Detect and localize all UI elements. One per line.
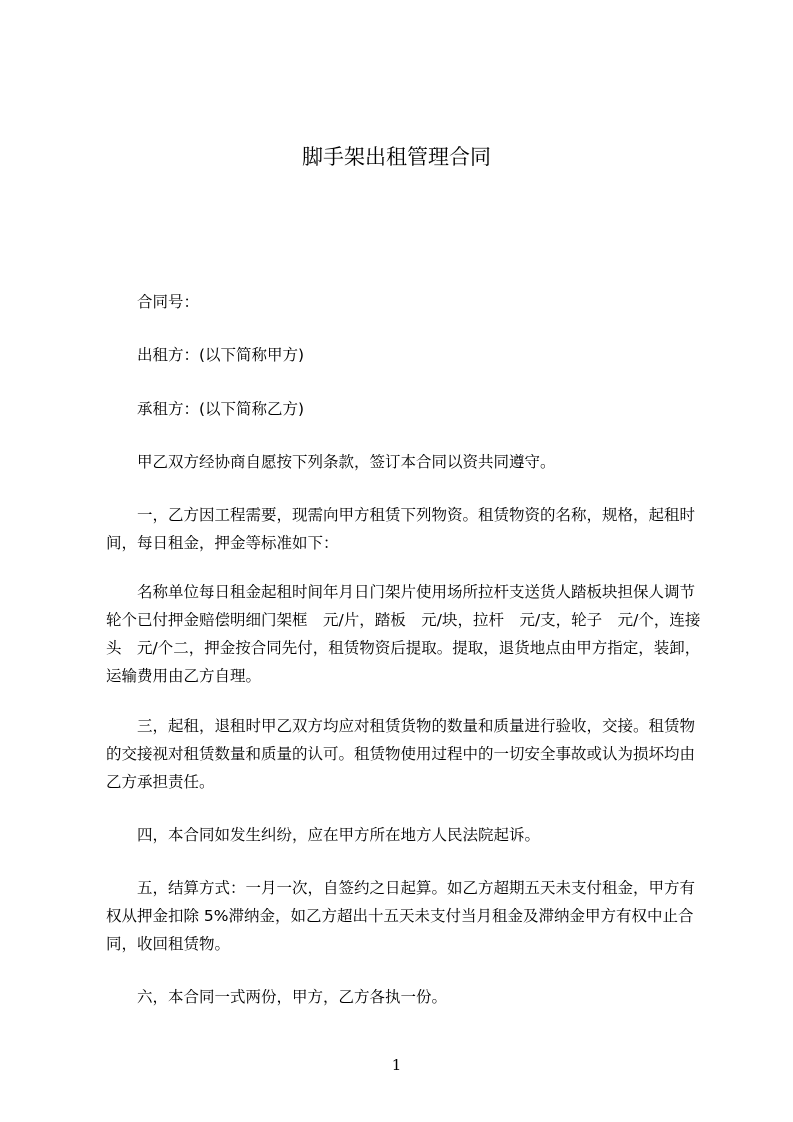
- lessor-line: 出租方：(以下简称甲方): [137, 346, 305, 364]
- document-title: 脚手架出租管理合同: [302, 145, 491, 169]
- clause-one-paragraph: 一，乙方因工程需要，现需向甲方租赁下列物资。租赁物资的名称，规格，起租时间，每日租金，押金等标准如下：: [106, 506, 696, 552]
- preamble-paragraph: 甲乙双方经协商自愿按下列条款，签订本合同以资共同遵守。: [137, 453, 556, 471]
- lessee-line: 承租方：(以下简称乙方): [137, 400, 305, 418]
- page-number: 1: [391, 1056, 402, 1074]
- clause-three-paragraph: 三，起租，退租时甲乙双方均应对租赁货物的数量和质量进行验收，交接。租赁物的交接视对租赁数量和质量的认可。租赁物使用过程中的一切安全事故或认为损坏均由乙方承担责任。: [106, 717, 696, 791]
- clause-four-paragraph: 四，本合同如发生纠纷，应在甲方所在地方人民法院起诉。: [137, 826, 541, 844]
- clause-five-paragraph: 五，结算方式：一月一次，自签约之日起算。如乙方超期五天未支付租金，甲方有权从押金扣除 5%滞纳金，如乙方超出十五天未支付当月租金及滞纳金甲方有权中止合同，收回租赁物。: [106, 879, 696, 953]
- clause-pricing-paragraph: 名称单位每日租金起租时间年月日门架片使用场所拉杆支送货人踏板块担保人调节轮个已付押金赔偿明细门架框 元/片，踏板 元/块，拉杆 元/支，轮子 元/个，连接头 元/个二，押金按合同先付，租赁物资后提取。提取，退货地点由甲方指定，装卸，运输费用由乙方自理。: [106, 583, 701, 685]
- contract-number-line: 合同号：: [137, 293, 200, 311]
- clause-six-paragraph: 六，本合同一式两份，甲方，乙方各执一份。: [137, 988, 448, 1006]
